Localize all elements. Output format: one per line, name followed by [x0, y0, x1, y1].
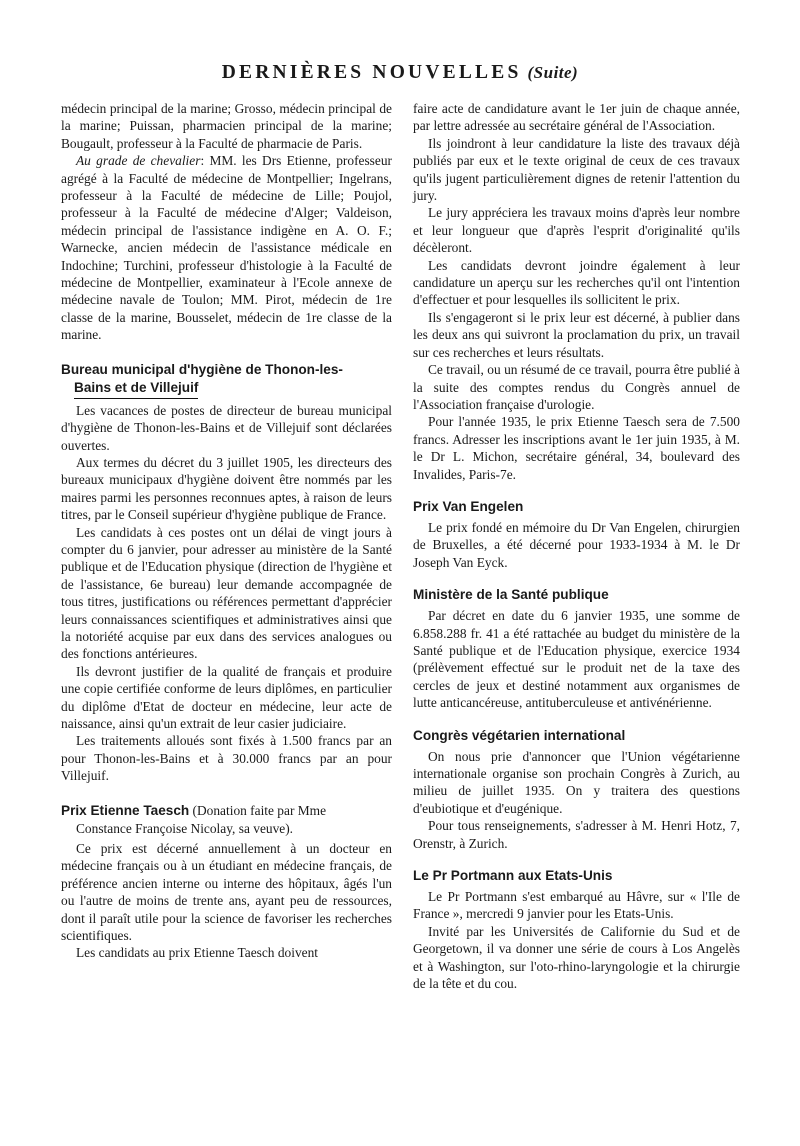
paragraph: Les candidats à ces postes ont un délai de vingt jours à compter du 6 janvier, pour adresser au ministère de la Santé publique et de l'Education physique (direction de l'hygiène et de l'assistance, 6e bureau) leur demande accompagnée de tous titres, justifications ou références permettant d'apprécier leurs connaissances scientifiques et administratives ainsi que la notoriété acquise par eux dans des services analogues ou des fonctions antérieures. [61, 524, 392, 662]
paragraph: Le prix fondé en mémoire du Dr Van Engelen, chirurgien de Bruxelles, a été décerné pour 1933-1934 à M. le Dr Joseph Van Eyck. [413, 519, 740, 570]
paragraph: Ils joindront à leur candidature la liste des travaux déjà publiés par eux et le texte original de ceux de ces travaux qu'ils jugent particulièrement dignes de retenir l'attention du jury. [413, 135, 740, 204]
chevalier-text: : MM. les Drs Etienne, professeur agrégé à la Faculté de médecine de Montpellier; Ingelrans, professeur à la Faculté de médecine de Lille; Poujol, professeur à la Faculté de médecine d'Alger; Valdeison, médecin principal de l'assistance indigène en A. O. F.; Warnecke, ancien médecin de l'assistance médicale en Indochine; Turchini, professeur d'histologie à la Faculté de médecine de Montpellier, examinateur à l'Ecole annexe de médecine navale de Toulon; MM. Pirot, médecin de 1re classe de la marine, Bousselet, médecin de 1re classe de la marine. [61, 153, 392, 343]
paragraph: On nous prie d'annoncer que l'Union végétarienne internationale organise son prochain Congrès à Zurich, au milieu de juillet 1935. On y traitera des questions d'eubiotique et d'eugénique. [413, 748, 740, 816]
paragraph: Ce prix est décerné annuellement à un docteur en médecine français ou à un étudiant en médecine français, de préférence ancien interne ou interne des hôpitaux, âgés l'un ou l'autre de moins de trente ans, ayant peu de ressources, dont il paraît utile pour la science de favoriser les recherches scientifiques. [61, 841, 392, 944]
paragraph: Les candidats devront joindre également à leur candidature un aperçu sur les recherches qu'il ont l'intention d'effectuer et pour lesquelles ils sollicitent le prix. [413, 257, 740, 308]
paragraph: Le Pr Portmann s'est embarqué au Hâvre, sur « l'Ile de France », mercredi 9 janvier pour les Etats-Unis. [413, 889, 740, 922]
section-heading-congres: Congrès végétarien international [413, 727, 626, 743]
right-column [413, 100, 740, 992]
section-heading-van-engelen: Prix Van Engelen [413, 498, 524, 514]
paragraph: Les traitements alloués sont fixés à 1.500 francs par an pour Thonon-les-Bains et à 30.000 francs par an pour Villejuif. [61, 733, 392, 784]
heading-line: Bains et de Villejuif [74, 379, 198, 399]
paragraph: Pour l'année 1935, le prix Etienne Taesch sera de 7.500 francs. Adresser les inscriptions avant le 1er juin 1935, à M. le Dr L. Michon, secrétaire général, 34, boulevard des Invalides, Paris-7e. [413, 414, 740, 482]
paragraph: Invité par les Universités de Californie du Sud et de Georgetown, il va donner une série de cours à Los Angelès et à Washington, sur l'oto-rhino-laryngologie et la chirurgie de la tête et du cou. [413, 923, 740, 992]
paragraph: Ils devront justifier de la qualité de français et produire une copie certifiée conforme de leurs diplômes, en particulier du diplôme d'Etat de docteur en médecine, leur acte de naissance, ainsi qu'un extrait de leur casier judiciaire. [61, 663, 392, 731]
paragraph: Les candidats au prix Etienne Taesch doivent [76, 945, 318, 961]
paragraph: Le jury appréciera les travaux moins d'après leur nombre et leur longueur que d'après l'esprit d'originalité qu'ils décèleront. [413, 205, 740, 256]
left-column [61, 100, 392, 962]
paragraph: Ce travail, ou un résumé de ce travail, pourra être publié à la suite des comptes rendus du Congrès annuel de l'Association française d'urologie. [413, 362, 740, 412]
paragraph: médecin principal de la marine; Grosso, médecin principal de la marine; Puissan, pharmacien principal de la marine; Bougault, professeur à la Faculté de pharmacie de Paris. [61, 101, 392, 151]
chevalier-label: Au grade de chevalier [76, 153, 201, 169]
section-heading-taesch [61, 802, 392, 837]
section-heading-portmann: Le Pr Portmann aux Etats-Unis [413, 868, 613, 884]
heading-line: Bureau municipal d'hygiène de Thonon-les- [61, 361, 343, 377]
paragraph: Les vacances de postes de directeur de bureau municipal d'hygiène de Thonon-les-Bains et de Villejuif sont déclarées ouvertes. [61, 402, 392, 453]
heading-title: Prix Etienne Taesch [61, 802, 190, 818]
paragraph: faire acte de candidature avant le 1er juin de chaque année, par lettre adressée au secrétaire général de l'Association. [413, 101, 740, 134]
paragraph [61, 152, 392, 343]
paragraph: Ils s'engageront si le prix leur est décerné, à publier dans les deux ans qui suivront la proclamation du prix, un travail sur ces recherches et leurs résultats. [413, 309, 740, 360]
paragraph: Aux termes du décret du 3 juillet 1905, les directeurs des bureaux municipaux d'hygiène doivent être nommés par les maires parmi les personnes reconnues aptes, à raison de leurs titres, par le Conseil supérieur d'hygiène publique de France. [61, 454, 392, 523]
header-suite: (Suite) [527, 63, 579, 82]
heading-subtitle-line2: Constance Françoise Nicolay, sa veuve). [76, 820, 294, 836]
page-header [0, 62, 800, 84]
header-title: DERNIÈRES NOUVELLES [221, 62, 522, 83]
paragraph: Par décret en date du 6 janvier 1935, une somme de 6.858.288 fr. 41 a été rattachée au budget du ministère de la Santé publique et de l'Education physique, exercice 1934 (prélèvement effectué sur le produit net de la taxe des cercles de jeux et destiné notamment aux organismes de lutte anticancéreuse, antituberculeuse et antivénérienne. [413, 608, 740, 711]
section-heading-bureau [61, 361, 392, 399]
section-heading-ministere: Ministère de la Santé publique [413, 587, 609, 603]
paragraph: Pour tous renseignements, s'adresser à M. Henri Hotz, 7, Orenstr, à Zurich. [413, 818, 740, 851]
heading-subtitle: (Donation faite par Mme [189, 802, 327, 818]
